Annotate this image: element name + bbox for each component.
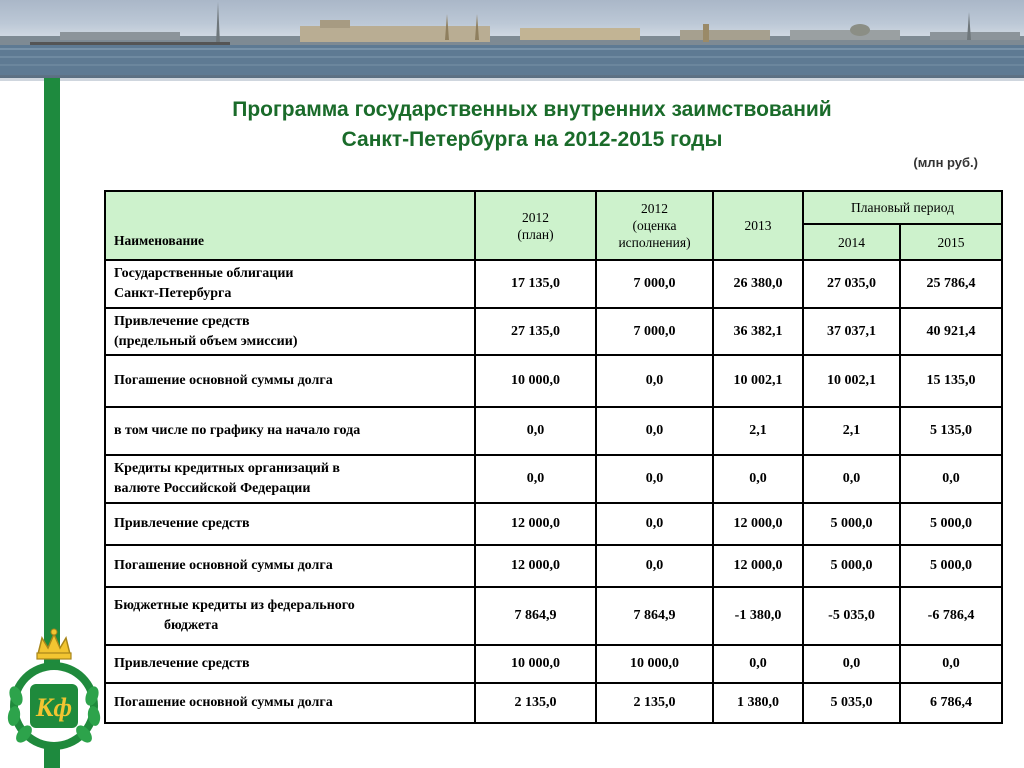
cell-2012-plan: 27 135,0	[475, 308, 596, 355]
cell-2013: 26 380,0	[713, 260, 803, 308]
cell-2014: 5 000,0	[803, 503, 900, 545]
row-label: в том числе по графику на начало года	[105, 407, 475, 455]
cell-2012-estimate: 0,0	[596, 545, 713, 587]
cell-2013: 0,0	[713, 455, 803, 503]
cell-2013: 12 000,0	[713, 545, 803, 587]
monogram-text: Кф	[35, 693, 73, 722]
cell-2012-estimate: 0,0	[596, 455, 713, 503]
header-2012-estimate: 2012 (оценка исполнения)	[596, 191, 713, 260]
cell-2012-estimate: 7 000,0	[596, 260, 713, 308]
table-row	[105, 308, 1002, 355]
table-row	[105, 355, 1002, 407]
row-label: Погашение основной суммы долга	[105, 545, 475, 587]
cell-2014: 2,1	[803, 407, 900, 455]
cell-2012-estimate: 7 000,0	[596, 308, 713, 355]
panorama-banner	[0, 0, 1024, 81]
cell-2012-plan: 10 000,0	[475, 355, 596, 407]
cell-2012-plan: 0,0	[475, 455, 596, 503]
cell-2012-plan: 17 135,0	[475, 260, 596, 308]
cell-2014: 5 035,0	[803, 683, 900, 723]
cell-2015: 0,0	[900, 645, 1002, 683]
header-2013: 2013	[713, 191, 803, 260]
cell-2012-plan: 2 135,0	[475, 683, 596, 723]
table-row	[105, 503, 1002, 545]
header-2012-plan: 2012 (план)	[475, 191, 596, 260]
table-row	[105, 407, 1002, 455]
cell-2012-estimate: 0,0	[596, 503, 713, 545]
cell-2012-estimate: 10 000,0	[596, 645, 713, 683]
borrowing-table	[104, 190, 1003, 724]
cell-2012-plan: 12 000,0	[475, 503, 596, 545]
table-row	[105, 683, 1002, 723]
table-row	[105, 260, 1002, 308]
crown-icon	[37, 629, 71, 659]
cell-2013: -1 380,0	[713, 587, 803, 645]
cell-2012-estimate: 7 864,9	[596, 587, 713, 645]
cell-2012-plan: 7 864,9	[475, 587, 596, 645]
cell-2014: 37 037,1	[803, 308, 900, 355]
header-planned-period: Плановый период	[803, 191, 1002, 224]
cell-2014: 10 002,1	[803, 355, 900, 407]
cell-2015: 25 786,4	[900, 260, 1002, 308]
cell-2015: -6 786,4	[900, 587, 1002, 645]
row-label: Погашение основной суммы долга	[105, 683, 475, 723]
cell-2012-plan: 10 000,0	[475, 645, 596, 683]
cell-2015: 0,0	[900, 455, 1002, 503]
committee-emblem-logo	[4, 626, 104, 761]
cell-2014: 5 000,0	[803, 545, 900, 587]
cell-2012-estimate: 2 135,0	[596, 683, 713, 723]
cell-2012-plan: 0,0	[475, 407, 596, 455]
cell-2014: 27 035,0	[803, 260, 900, 308]
header-2015: 2015	[900, 224, 1002, 260]
cell-2012-plan: 12 000,0	[475, 545, 596, 587]
cell-2015: 40 921,4	[900, 308, 1002, 355]
table-row	[105, 587, 1002, 645]
row-label: Кредиты кредитных организаций в валюте Российской Федерации	[105, 455, 475, 503]
cell-2012-estimate: 0,0	[596, 355, 713, 407]
cell-2015: 5 135,0	[900, 407, 1002, 455]
page-title-line1: Программа государственных внутренних заимствований	[232, 98, 832, 121]
table-row	[105, 545, 1002, 587]
table-row	[105, 645, 1002, 683]
cell-2015: 15 135,0	[900, 355, 1002, 407]
header-name: Наименование	[105, 191, 475, 260]
cell-2013: 12 000,0	[713, 503, 803, 545]
units-label: (млн руб.)	[913, 155, 978, 170]
cell-2013: 1 380,0	[713, 683, 803, 723]
table-row	[105, 455, 1002, 503]
cell-2014: 0,0	[803, 645, 900, 683]
cell-2014: 0,0	[803, 455, 900, 503]
cell-2014: -5 035,0	[803, 587, 900, 645]
cell-2013: 10 002,1	[713, 355, 803, 407]
row-label: Погашение основной суммы долга	[105, 355, 475, 407]
cell-2015: 6 786,4	[900, 683, 1002, 723]
row-label: Государственные облигации Санкт-Петербурга	[105, 260, 475, 308]
cell-2015: 5 000,0	[900, 503, 1002, 545]
cell-2015: 5 000,0	[900, 545, 1002, 587]
row-label: Привлечение средств (предельный объем эмиссии)	[105, 308, 475, 355]
cell-2013: 36 382,1	[713, 308, 803, 355]
city-skyline-image	[0, 0, 1024, 78]
page-title-line2: Санкт-Петербурга на 2012-2015 годы	[341, 128, 723, 151]
row-label: Привлечение средств	[105, 645, 475, 683]
cell-2012-estimate: 0,0	[596, 407, 713, 455]
header-2014: 2014	[803, 224, 900, 260]
cell-2013: 2,1	[713, 407, 803, 455]
cell-2013: 0,0	[713, 645, 803, 683]
row-label: Бюджетные кредиты из федерального бюджета	[105, 587, 475, 645]
row-label: Привлечение средств	[105, 503, 475, 545]
